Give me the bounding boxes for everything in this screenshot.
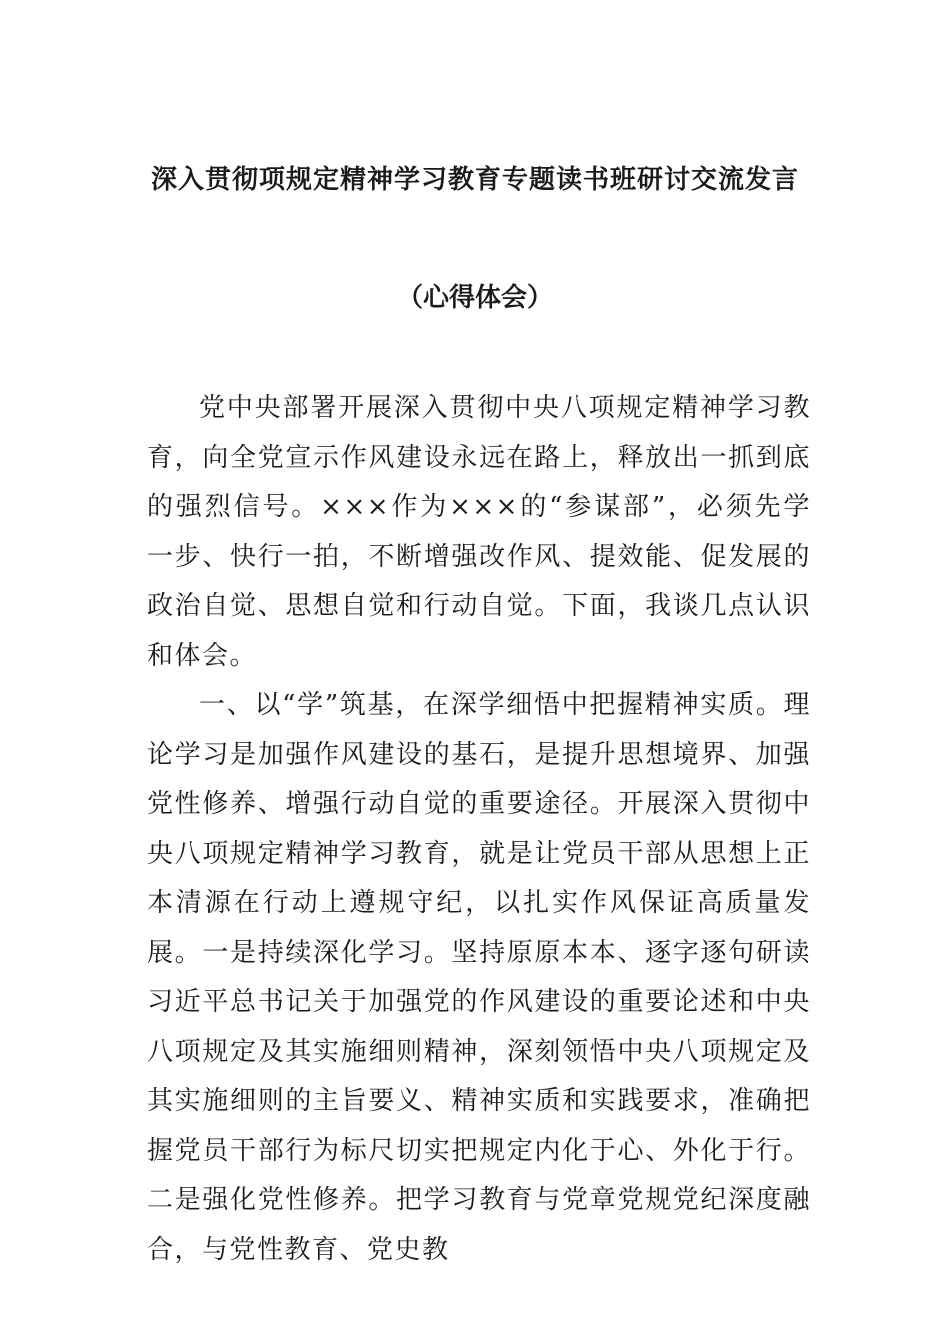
body-paragraph-section-one: 一、以“学”筑基，在深学细悟中把握精神实质。理论学习是加强作风建设的基石，是提升思想境界、加强党性修养、增强行动自觉的重要途径。开展深入贯彻中央八项规定精神学习教育，就是让党员干部从思想上正本清源在行动上遵规守纪，以扎实作风保证高质量发展。一是持续深化学习。坚持原原本本、逐字逐句研读习近平总书记关于加强党的作风建设的重要论述和中央八项规定及其实施细则精神，深刻领悟中央八项规定及其实施细则的主旨要义、精神实质和实践要求，准确把握党员干部行为标尺切实把规定内化于心、外化于行。二是强化党性修养。把学习教育与党章党规党纪深度融合，与党性教育、党史教 xyxy=(147,690,811,1265)
document-title: 深入贯彻项规定精神学习教育专题读书班研讨交流发言 xyxy=(150,165,799,195)
body-paragraph-intro: 党中央部署开展深入贯彻中央八项规定精神学习教育，向全党宣示作风建设永远在路上，释放出一抓到底的强烈信号。×××作为×××的“参谋部”，必须先学一步、快行一拍，不断增强改作风、提效能、促发展的政治自觉、思想自觉和行动自觉。下面，我谈几点认识和体会。 xyxy=(147,393,811,671)
document-body xyxy=(147,384,811,1275)
document-subtitle: （心得体会） xyxy=(396,283,553,313)
